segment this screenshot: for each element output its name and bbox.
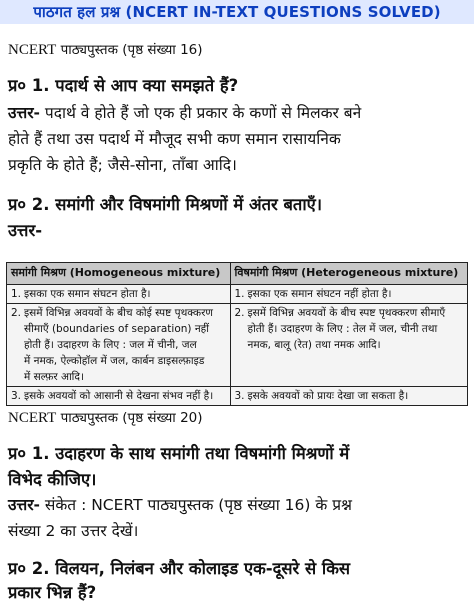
cell-homogeneous: 3. इसके अवयवों को आसानी से देखना संभव नहीं है। [7,387,231,406]
banner-title: पाठगत हल प्रश्न (NCERT IN-TEXT QUESTIONS SOLVED) [33,3,441,21]
s1-question-2: प्र० 2. समांगी और विषमांगी मिश्रणों में अंतर बताएँ। [8,195,322,214]
title-banner [0,0,474,24]
answer-label: उत्तर- [8,496,40,514]
s1-answer-1-line-3: प्रकृति के होते हैं; जैसे-सोना, ताँबा आदि। [8,156,237,174]
s1-answer-1-line-2: होते हैं तथा उस पदार्थ में मौजूद सभी कण समान रासायनिक [8,130,341,148]
header-heterogeneous: विषमांगी मिश्रण (Heterogeneous mixture) [230,263,468,285]
section2-source: NCERT पाठ्यपुस्तक (पृष्ठ संख्या 20) [8,410,203,426]
s1-answer-2-label: उत्तर- [8,221,43,240]
s1-question-1: प्र० 1. पदार्थ से आप क्या समझते हैं? [8,76,239,95]
s2-question-1-line-1: प्र० 1. उदाहरण के साथ समांगी तथा विषमांगी मिश्रणों में [8,444,350,463]
table-header-row [7,263,468,285]
comparison-table [6,262,468,406]
cell-heterogeneous: 2. इसमें विभिन्न अवयवों के बीच स्पष्ट पृथक्करण सीमाएँ होती हैं। उदाहरण के लिए : तेल में जल, चीनी तथा नमक, बालू (रेत) तथा नमक आदि। [230,304,468,387]
cell-heterogeneous: 3. इसके अवयवों को प्रायः देखा जा सकता है। [230,387,468,406]
s2-question-1-line-2: विभेद कीजिए। [8,470,97,489]
s2-question-2-line-1: प्र० 2. विलयन, निलंबन और कोलाइड एक-दूसरे से किस [8,559,351,578]
table-row [7,285,468,304]
s2-answer-1-line-1: उत्तर- संकेत : NCERT पाठ्यपुस्तक (पृष्ठ संख्या 16) के प्रश्न [8,496,352,514]
cell-heterogeneous: 1. इसका एक समान संघटन नहीं होता है। [230,285,468,304]
header-homogeneous: समांगी मिश्रण (Homogeneous mixture) [7,263,231,285]
s2-answer-1-line-2: संख्या 2 का उत्तर देखें। [8,522,139,540]
answer-label: उत्तर- [8,104,40,122]
cell-homogeneous: 2. इसमें विभिन्न अवयवों के बीच कोई स्पष्ट पृथक्करण सीमाएँ (boundaries of separation) नहीं होती हैं। उदाहरण के लिए : जल में चीनी, जल में नमक, ऐल्कोहॉल में जल, कार्बन डाइसल्फ़ाइड में सल्फ़र आदि। [7,304,231,387]
cell-homogeneous: 1. इसका एक समान संघटन होता है। [7,285,231,304]
s1-answer-1-line-1: उत्तर- पदार्थ वे होते हैं जो एक ही प्रकार के कणों से मिलकर बने [8,104,362,122]
section1-source: NCERT पाठ्यपुस्तक (पृष्ठ संख्या 16) [8,42,203,58]
table-row [7,304,468,387]
s2-question-2-line-2: प्रकार भिन्न हैं? [8,583,97,602]
table-row [7,387,468,406]
